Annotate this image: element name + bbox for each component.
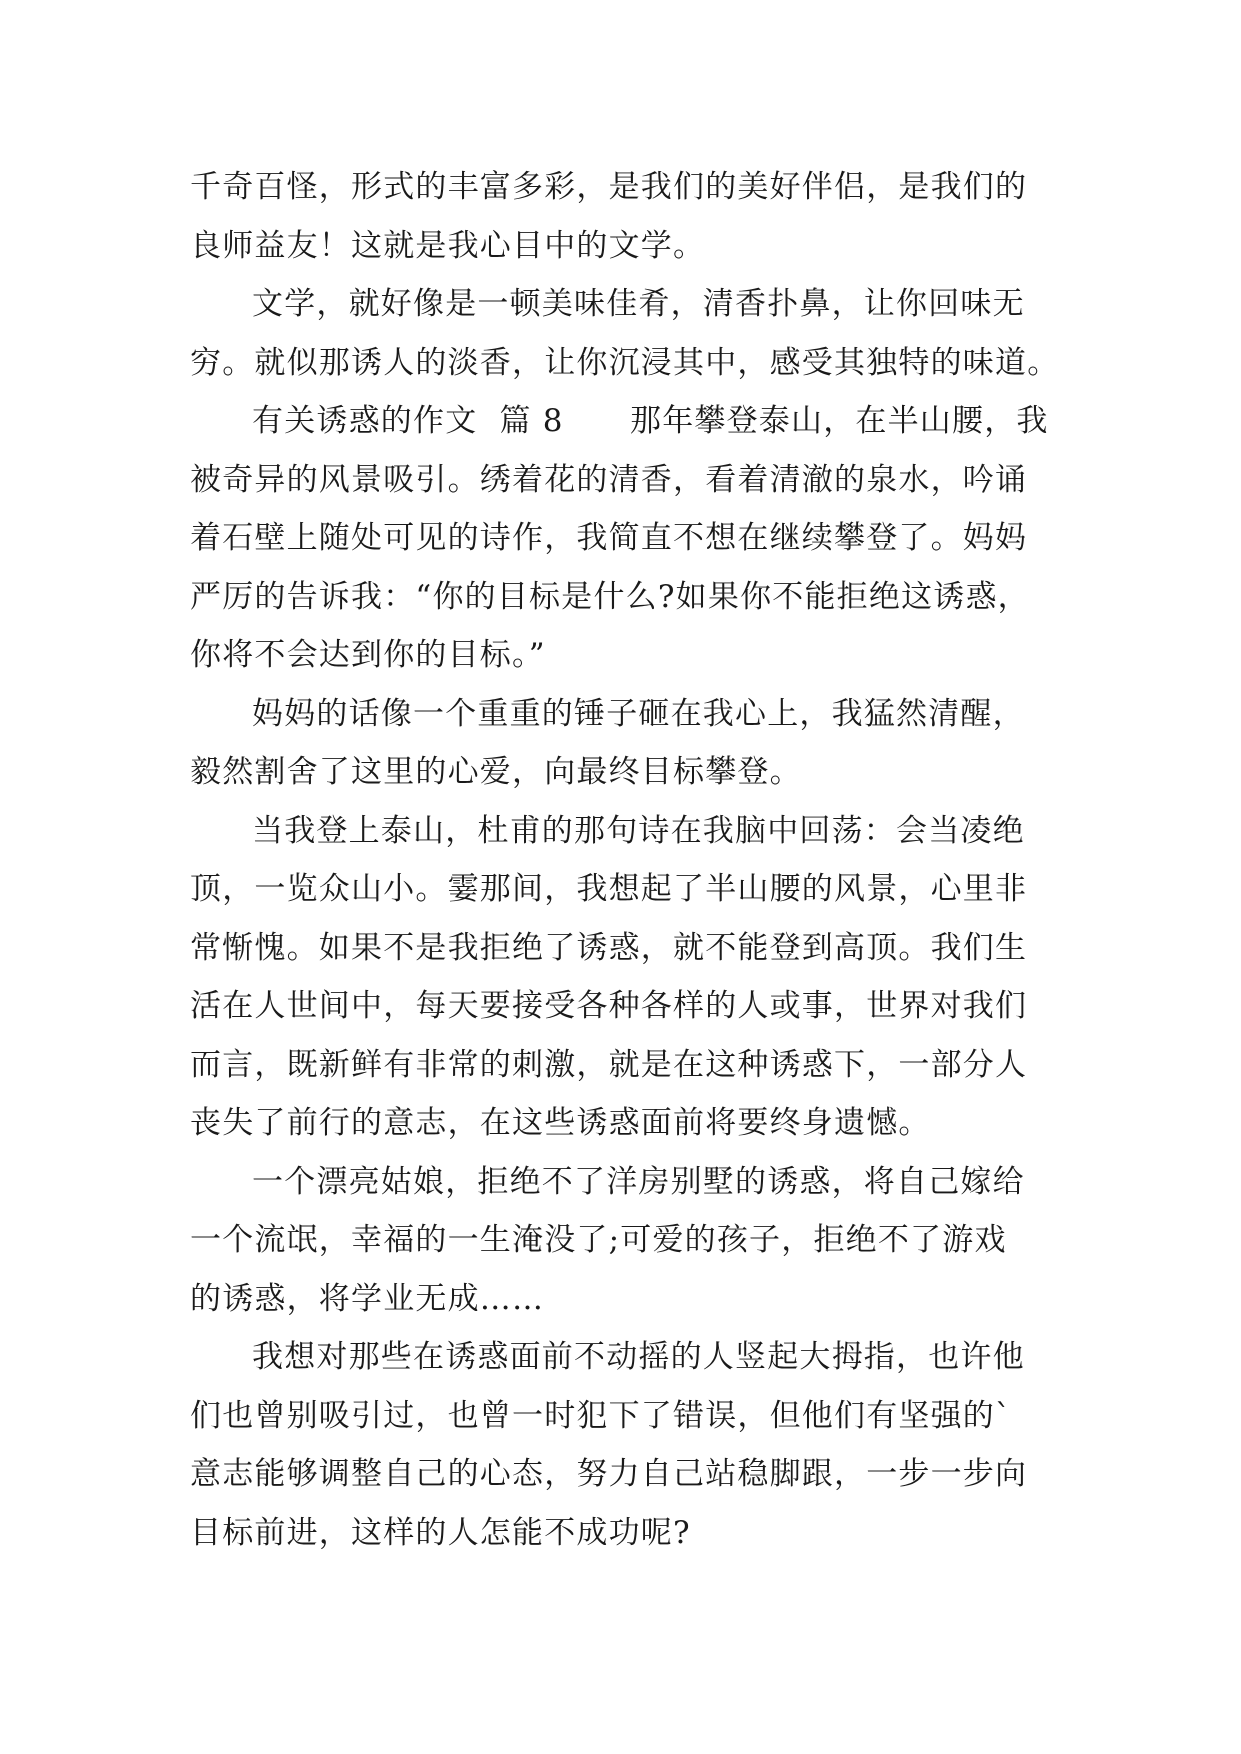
text-line: 妈妈的话像一个重重的锤子砸在我心上，我猛然清醒， — [252, 695, 1025, 732]
text-line: 一个流氓，幸福的一生淹没了;可爱的孩子，拒绝不了游戏 — [190, 1222, 1007, 1258]
text-line: 当我登上泰山，杜甫的那句诗在我脑中回荡：会当凌绝 — [252, 812, 1025, 849]
essay-body — [190, 158, 1070, 1562]
text-line: 常惭愧。如果不是我拒绝了诱惑，就不能登到高顶。我们生 — [190, 929, 1028, 966]
text-line: 被奇异的风景吸引。绣着花的清香，看着清澈的泉水，吟诵 — [190, 461, 1028, 498]
text-line: 有关诱惑的作文 篇 8 那年攀登泰山，在半山腰，我 — [252, 403, 1049, 439]
text-line: 意志能够调整自己的心态，努力自己站稳脚跟，一步一步向 — [190, 1456, 1028, 1492]
text-line: 千奇百怪，形式的丰富多彩，是我们的美好伴侣，是我们的 — [190, 169, 1028, 205]
text-line: 的诱惑，将学业无成…… — [190, 1280, 545, 1317]
text-line: 目标前进，这样的人怎能不成功呢? — [190, 1514, 691, 1551]
text-line: 严厉的告诉我：“你的目标是什么?如果你不能拒绝这诱惑， — [190, 578, 1030, 615]
text-line: 你将不会达到你的目标。” — [190, 637, 546, 673]
text-line: 而言，既新鲜有非常的刺激，就是在这种诱惑下，一部分人 — [190, 1046, 1028, 1083]
text-line: 良师益友！这就是我心目中的文学。 — [190, 227, 706, 264]
text-line: 丧失了前行的意志，在这些诱惑面前将要终身遗憾。 — [190, 1105, 931, 1141]
text-line: 着石壁上随处可见的诗作，我简直不想在继续攀登了。妈妈 — [190, 520, 1028, 556]
text-line: 毅然割舍了这里的心爱，向最终目标攀登。 — [190, 754, 802, 790]
text-line: 顶，一览众山小。霎那间，我想起了半山腰的风景，心里非 — [190, 871, 1028, 907]
text-line: 我想对那些在诱惑面前不动摇的人竖起大拇指，也许他 — [252, 1339, 1025, 1375]
text-line: 穷。就似那诱人的淡香，让你沉浸其中，感受其独特的味道。 — [190, 344, 1060, 381]
text-line: 活在人世间中，每天要接受各种各样的人或事，世界对我们 — [190, 988, 1028, 1024]
text-line: 一个漂亮姑娘，拒绝不了洋房别墅的诱惑，将自己嫁给 — [252, 1163, 1025, 1200]
text-line: 们也曾别吸引过，也曾一时犯下了错误，但他们有坚强的` — [190, 1397, 1012, 1434]
text-line: 文学，就好像是一顿美味佳肴，清香扑鼻，让你回味无 — [252, 286, 1025, 322]
